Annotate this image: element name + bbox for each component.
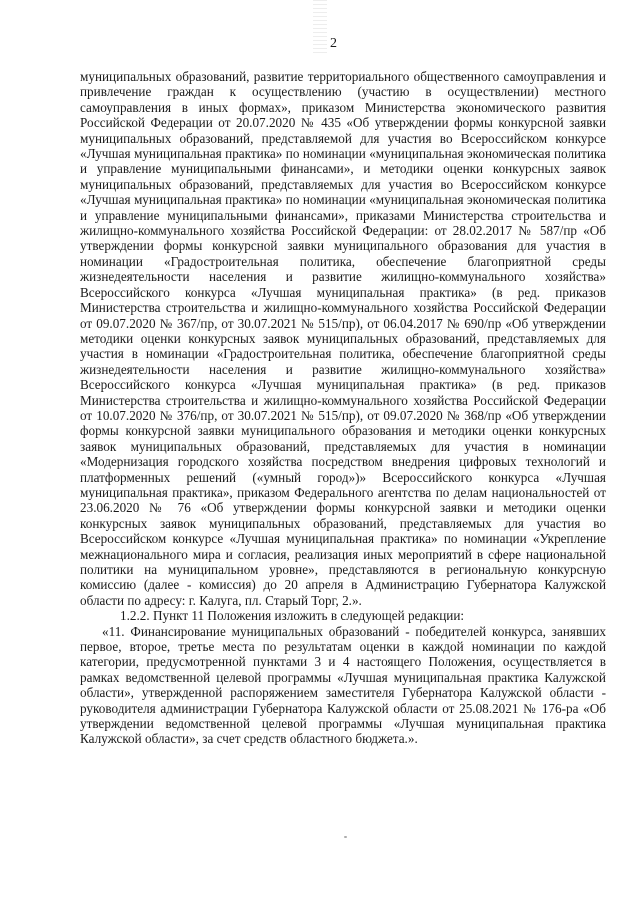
page-number: 2 [330,36,337,51]
document-body [80,69,606,747]
paragraph-continuation: муниципальных образований, развитие территориального общественного самоуправления и привлечение граждан к осуществлению (участию в осуществлении) местного самоуправления в иных формах», приказом Министерства экономического развития Российской Федерации от 20.07.2020 № 435 «Об утверждении формы конкурсной заявки муниципальных образований, представляемой для участия во Всероссийском конкурсе «Лучшая муниципальная практика» по номинации «муниципальная экономическая политика и управление муниципальными финансами», и методики оценки конкурсных заявок муниципальных образований, представляемых для участия во Всероссийском конкурсе «Лучшая муниципальная практика» по номинации «муниципальная экономическая политика и управление муниципальными финансами», приказами Министерства строительства и жилищно-коммунального хозяйства Российской Федерации: от 28.02.2017 № 587/пр «Об утверждении формы конкурсной заявки муниципального образования для участия в номинации «Градостроительная политика, обеспечение благоприятной среды жизнедеятельности населения и развитие жилищно-коммунального хозяйства» Всероссийского конкурса «Лучшая муниципальная практика» (в ред. приказов Министерства строительства и жилищно-коммунального хозяйства Российской Федерации от 09.07.2020 № 367/пр, от 30.07.2021 № 515/пр), от 06.04.2017 № 690/пр «Об утверждении методики оценки конкурсных заявок муниципальных образований, представляемых для участия в номинации «Градостроительная политика, обеспечение благоприятной среды жизнедеятельности населения и развитие жилищно-коммунального хозяйства» Всероссийского конкурса «Лучшая муниципальная практика» (в ред. приказов Министерства строительства и жилищно-коммунального хозяйства Российской Федерации от 10.07.2020 № 376/пр, от 30.07.2021 № 515/пр), от 09.07.2020 № 368/пр «Об утверждении формы конкурсной заявки муниципального образования и методики оценки конкурсных заявок муниципальных образований, представляемых для участия в номинации «Модернизация городского хозяйства посредством внедрения цифровых технологий и платформенных решений («умный город»)» Всероссийского конкурса «Лучшая муниципальная практика», приказом Федерального агентства по делам национальностей от 23.06.2020 № 76 «Об утверждении формы конкурсной заявки и методики оценки конкурсных заявок муниципальных образований, представляемых для участия во Всероссийском конкурсе «Лучшая муниципальная практика» по номинации «Укрепление межнационального мира и согласия, реализация иных мероприятий в сфере национальной политики на муниципальном уровне», представляются в региональную конкурсную комиссию (далее - комиссия) до 20 апреля в Администрацию Губернатора Калужской области по адресу: г. Калуга, пл. Старый Торг, 2.». [80,69,606,608]
scan-speck [344,836,347,838]
scan-artifact [313,0,327,56]
paragraph-clause-11: «11. Финансирование муниципальных образований - победителей конкурса, занявших первое, второе, третье места по результатам оценки в каждой номинации по каждой категории, предусмотренной пунктами 3 и 4 настоящего Положения, осуществляется в рамках ведомственной целевой программы «Лучшая муниципальная практика Калужской области», утвержденной распоряжением заместителя Губернатора Калужской области - руководителя администрации Губернатора Калужской области от 25.08.2021 № 176-ра «Об утверждении ведомственной целевой программы «Лучшая муниципальная практика Калужской области», за счет средств областного бюджета.». [80,623,606,747]
paragraph-clause-1-2-2: 1.2.2. Пункт 11 Положения изложить в следующей редакции: [120,608,465,624]
